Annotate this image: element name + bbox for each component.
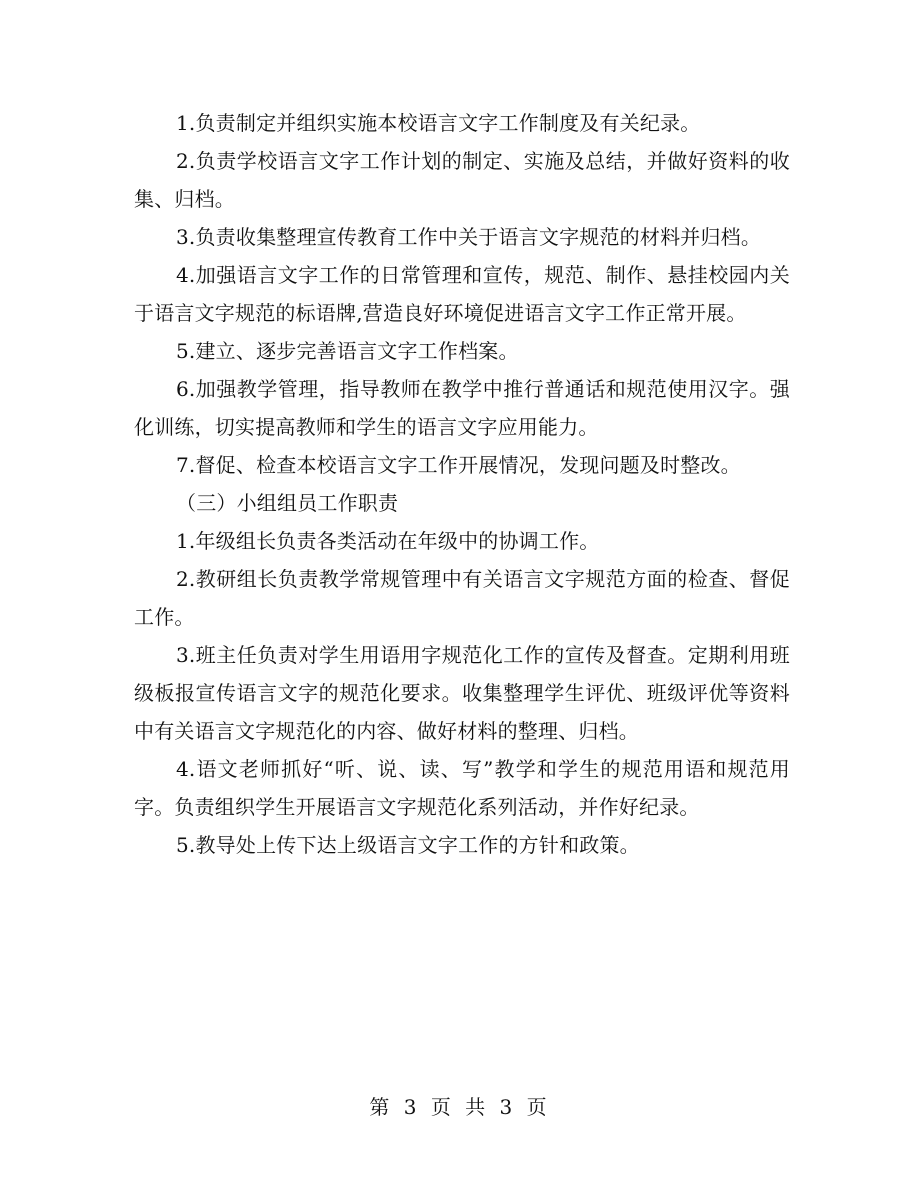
document-body <box>134 104 790 864</box>
paragraph-4: 4.加强语言文字工作的日常管理和宣传，规范、制作、悬挂校园内关于语言文字规范的标语牌,营造良好环境促进语言文字工作正常开展。 <box>134 263 790 325</box>
paragraph-8: 1.年级组长负责各类活动在年级中的协调工作。 <box>176 529 600 553</box>
paragraph-1: 1.负责制定并组织实施本校语言文字工作制度及有关纪录。 <box>176 111 701 135</box>
paragraph-6: 6.加强教学管理，指导教师在教学中推行普通话和规范使用汉字。强化训练，切实提高教师和学生的语言文字应用能力。 <box>134 377 790 439</box>
paragraph-3: 3.负责收集整理宣传教育工作中关于语言文字规范的材料并归档。 <box>176 225 762 249</box>
paragraph-2: 2.负责学校语言文字工作计划的制定、实施及总结，并做好资料的收集、归档。 <box>134 149 790 211</box>
paragraph-11: 4.语文老师抓好“听、说、读、写”教学和学生的规范用语和规范用字。负责组织学生开展语言文字规范化系列活动，并作好纪录。 <box>134 757 790 819</box>
section-heading: （三）小组组员工作职责 <box>176 491 399 515</box>
paragraph-5: 5.建立、逐步完善语言文字工作档案。 <box>176 339 519 363</box>
page-number-footer: 第 3 页 共 3 页 <box>369 1095 551 1119</box>
paragraph-10: 3.班主任负责对学生用语用字规范化工作的宣传及督查。定期利用班级板报宣传语言文字的规范化要求。收集整理学生评优、班级评优等资料中有关语言文字规范化的内容、做好材料的整理、归档。 <box>134 643 790 743</box>
paragraph-12: 5.教导处上传下达上级语言文字工作的方针和政策。 <box>176 833 640 857</box>
paragraph-7: 7.督促、检查本校语言文字工作开展情况，发现问题及时整改。 <box>176 453 741 477</box>
paragraph-9: 2.教研组长负责教学常规管理中有关语言文字规范方面的检查、督促工作。 <box>134 567 790 629</box>
